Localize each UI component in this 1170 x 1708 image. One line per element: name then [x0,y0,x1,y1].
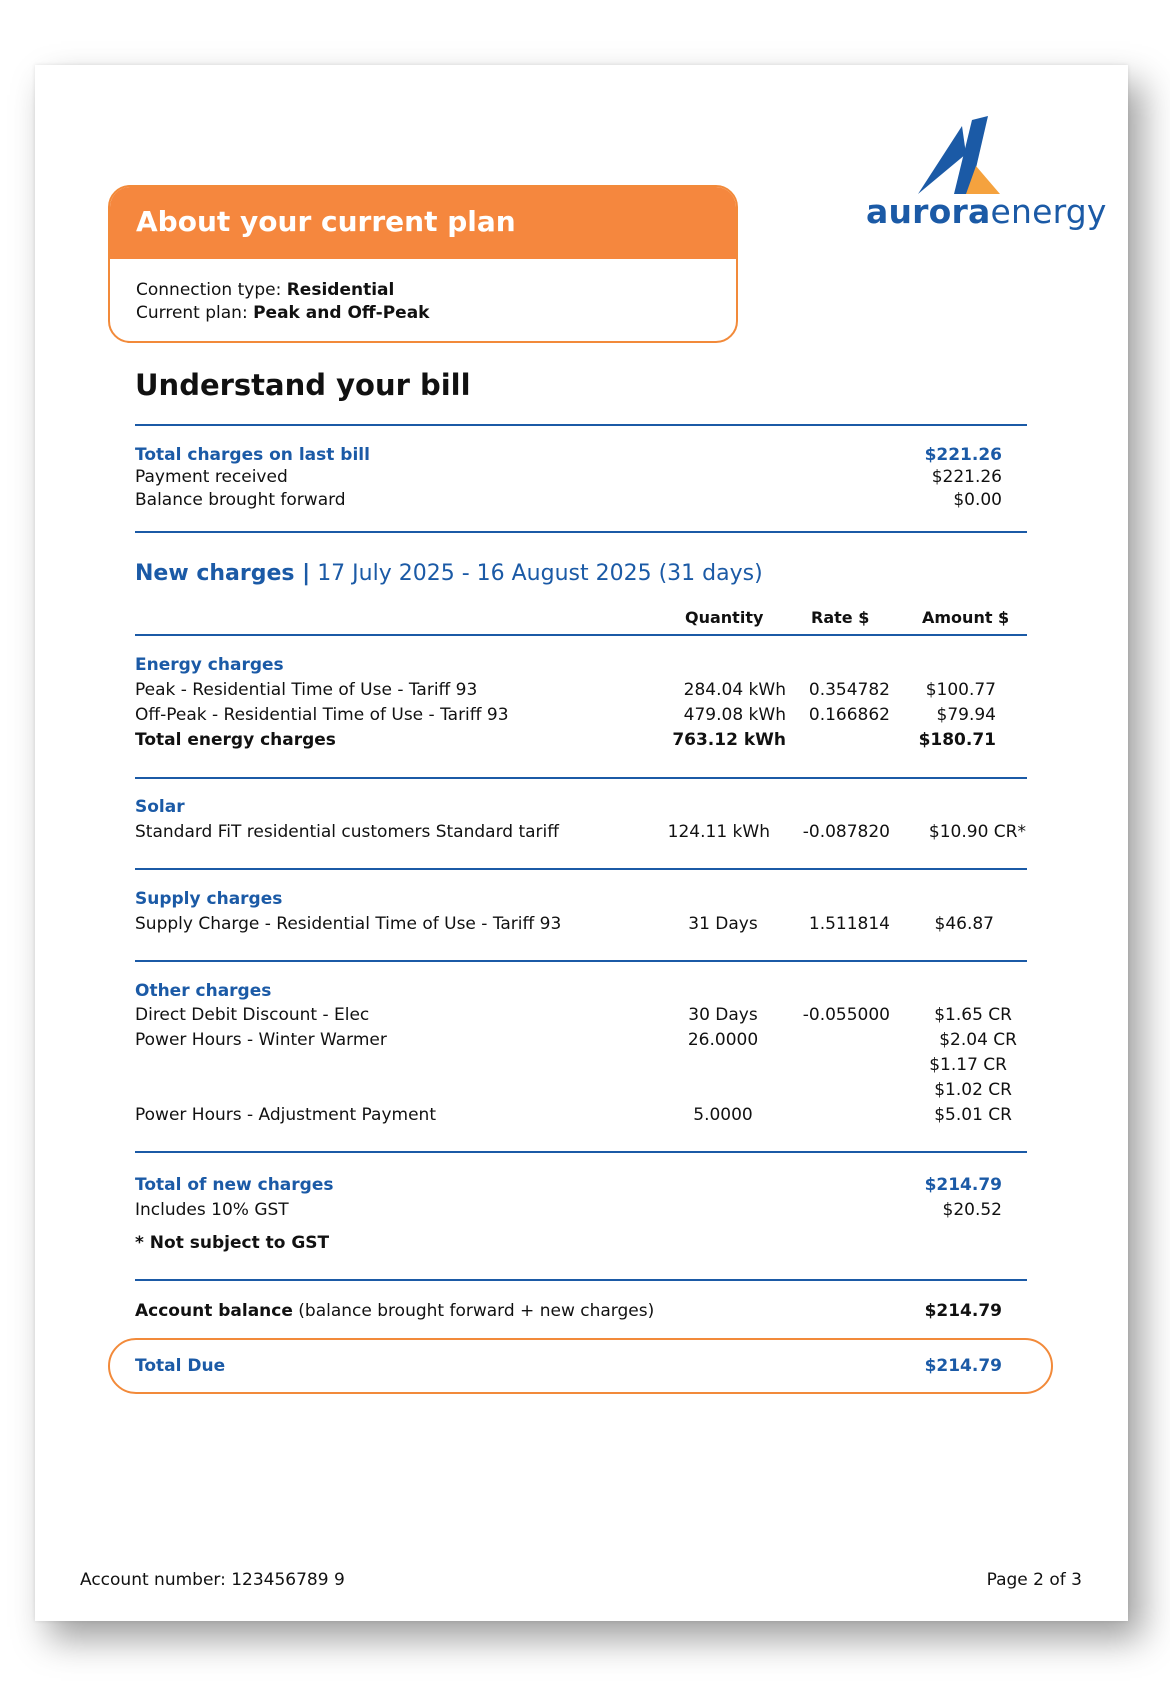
line-item-description: Power Hours - Winter Warmer [135,1030,387,1050]
line-item-quantity: 5.0000 [693,1105,753,1125]
other-charges-title: Other charges [135,981,272,1001]
line-item-quantity: 30 Days [688,1005,758,1025]
payment-received-label: Payment received [135,467,288,487]
line-item-quantity: 284.04 kWh [683,680,786,700]
supply-charges-title: Supply charges [135,889,283,909]
line-item-rate: -0.087820 [802,822,890,842]
last-bill-total-label: Total charges on last bill [135,445,370,465]
aurora-energy-logo [866,110,1107,240]
new-charges-heading: New charges | 17 July 2025 - 16 August 2025 (31 days) [135,561,763,586]
gst-value: $20.52 [942,1200,1002,1220]
total-new-charges-value: $214.79 [924,1175,1002,1195]
line-item-amount: $1.65 CR [934,1005,1012,1025]
line-item-quantity: 479.08 kWh [683,705,786,725]
payment-received-value: $221.26 [931,467,1002,487]
line-item-description: Supply Charge - Residential Time of Use - Tariff 93 [135,914,562,934]
total-due-label: Total Due [135,1356,226,1376]
line-item-amount: $79.94 [936,705,996,725]
divider [135,777,1027,779]
line-item-rate: 0.166862 [808,705,890,725]
page-number: Page 2 of 3 [986,1570,1082,1590]
line-item-amount: $1.17 CR [929,1055,1007,1075]
divider [135,634,1027,636]
balance-forward-value: $0.00 [953,490,1002,510]
energy-total-label: Total energy charges [135,730,336,750]
energy-total-quantity: 763.12 kWh [672,730,786,750]
logo-wordmark: auroraenergy [866,192,1107,231]
energy-total-amount: $180.71 [918,730,996,750]
total-new-charges-label: Total of new charges [135,1175,334,1195]
energy-charges-title: Energy charges [135,655,284,675]
divider [135,1151,1027,1153]
line-item-amount: $10.90 CR* [928,822,1026,842]
line-item-description: Standard FiT residential customers Standard tariff [135,822,559,842]
line-item-description: Direct Debit Discount - Elec [135,1005,370,1025]
gst-label: Includes 10% GST [135,1200,289,1220]
line-item-rate: 1.511814 [808,914,890,934]
account-balance-label: Account balance (balance brought forward + new charges) [135,1301,655,1321]
line-item-quantity: 31 Days [688,914,758,934]
total-due-box [108,1338,1053,1394]
column-amount: Amount $ [922,608,1010,627]
current-plan: Current plan: Peak and Off-Peak [136,303,430,323]
current-plan-box [108,185,738,343]
gst-note: * Not subject to GST [135,1233,330,1253]
line-item-amount: $100.77 [925,680,996,700]
aurora-logo-mark-icon [866,110,1090,200]
line-item-description: Power Hours - Adjustment Payment [135,1105,436,1125]
total-due-value: $214.79 [924,1356,1002,1376]
line-item-amount: $1.02 CR [934,1080,1012,1100]
divider [135,960,1027,962]
column-quantity: Quantity [685,608,764,627]
last-bill-total-value: $221.26 [924,445,1002,465]
divider [135,531,1027,533]
line-item-amount: $5.01 CR [934,1105,1012,1125]
divider [135,868,1027,870]
line-item-description: Peak - Residential Time of Use - Tariff 93 [135,680,478,700]
line-item-quantity: 124.11 kWh [667,822,770,842]
divider [135,1279,1027,1281]
column-rate: Rate $ [811,608,870,627]
current-plan-title: About your current plan [110,187,736,259]
line-item-amount: $46.87 [934,914,994,934]
solar-title: Solar [135,797,185,817]
line-item-description: Off-Peak - Residential Time of Use - Tariff 93 [135,705,509,725]
account-number: Account number: 123456789 9 [80,1570,345,1590]
connection-type: Connection type: Residential [136,280,395,300]
balance-forward-label: Balance brought forward [135,490,346,510]
account-balance-value: $214.79 [924,1301,1002,1321]
line-item-rate: -0.055000 [802,1005,890,1025]
divider [135,424,1027,426]
line-item-amount: $2.04 CR [939,1030,1017,1050]
line-item-rate: 0.354782 [808,680,890,700]
page-title: Understand your bill [135,368,471,402]
line-item-quantity: 26.0000 [687,1030,759,1050]
